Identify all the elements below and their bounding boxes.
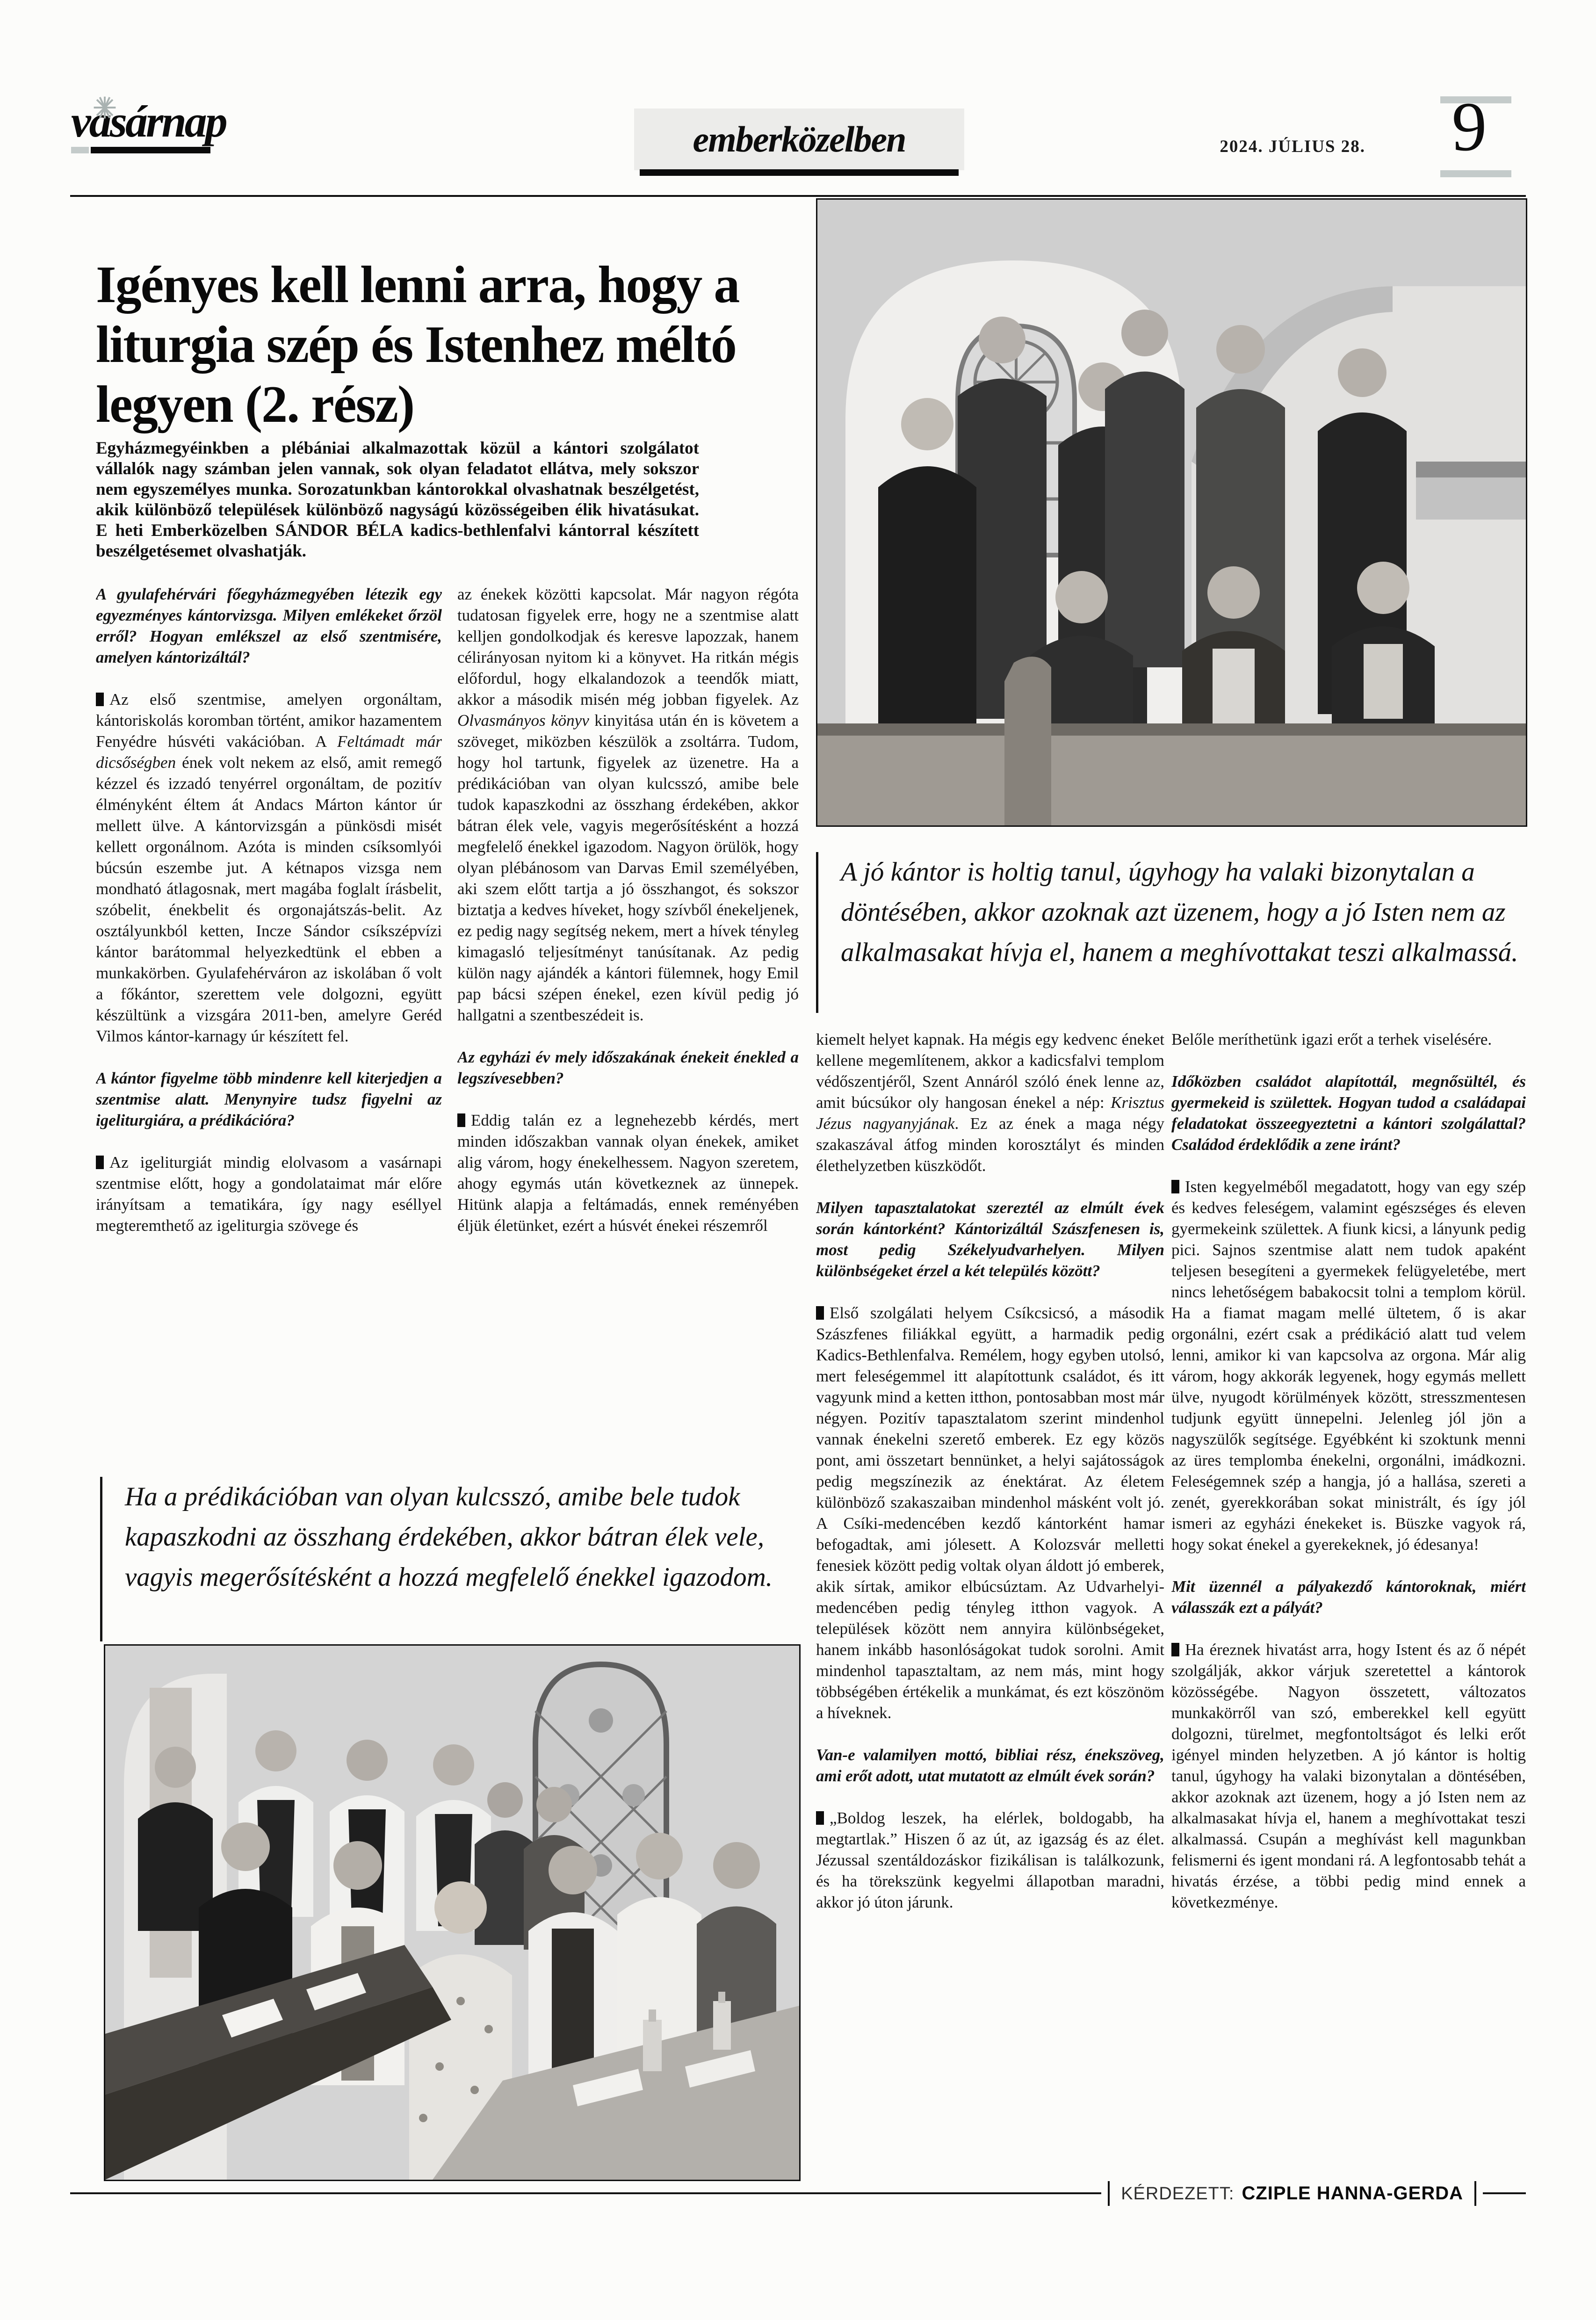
article-paragraph: Isten kegyelméből megadatott, hogy van egy szép és kedves feleségem, valamint egészséges és eleven gyermekeink születtek. A fiunk kicsi, a lányunk pedig pici. Sajnos szentmise alatt nem tudok apaként teljesen besegíteni a gyermekek felügyeletébe, mert nincs lehetőségem babakocsit tolni a templom körül. Ha a fiamat magam mellé ültetem, ő is akar orgonálni, ezért csak a prédikáció alatt tud velem lenni, amikor ki van kapcsolva az orgona. Már alig várom, hogy akkorák legyenek, hogy egymás mellett ülve, nyugodt körülmények között, stresszmentesen tudjunk együtt ünnepelni. Jelenleg jól jön a nagyszülők segítsége. Egyébként ki szoktunk menni az üres templomba énekelni, orgonálni, imádkozni. Feleségemnek szép a hangja, jó a hallása, szereti a zenét, gyerekkorában sokat ministrált, és így jól ismeri az egyházi énekeket is. Büszke vagyok rá, hogy sokat énekel a gyerekeknek, jó édesanya! — [1171, 1178, 1526, 1554]
masthead-logo — [71, 96, 267, 153]
top-photo — [816, 198, 1527, 827]
answer-marker — [96, 693, 104, 706]
interview-question: A gyulafehérvári főegyházmegyében létezik egy egyezményes kántorvizsga. Milyen emlékeket őrzöl erről? Hogyan emlékszel az első szentmisére, amelyen kántorizáltál? — [96, 585, 442, 666]
answer-marker — [96, 1156, 104, 1169]
logo-star-icon — [93, 95, 117, 120]
interview-question: Az egyházi év mely időszakának énekeit énekled a legszívesebben? — [457, 1048, 799, 1087]
pull-quote-right — [816, 852, 1522, 1013]
answer-marker — [816, 1306, 824, 1320]
logo-wordmark: vasárnap — [71, 96, 226, 146]
interview-question: Milyen tapasztalatokat szereztél az elmúlt évek során kántorként? Kántorizáltál Szászfenesen is, most pedig Székelyudvarhelyen. Milyen különbségeket érzel a két település között? — [816, 1199, 1164, 1280]
byline-label: KÉRDEZETT: — [1121, 2183, 1235, 2204]
byline-name: CZIPLE HANNA-GERDA — [1242, 2183, 1463, 2204]
issue-date: 2024. JÚLIUS 28. — [1220, 137, 1365, 156]
footer-byline — [1108, 2181, 1476, 2206]
logo-underline — [71, 147, 267, 153]
article-lead: Egyházmegyéinkben a plébániai alkalmazottak közül a kántori szolgálatot vállalók nagy számban jelen vannak, sok olyan feladatot ellátva, mely sokszor nem egyszemélyes munka. Sorozatunkban kántorokkal olvashatnak beszélgetést, akik különböző települések különböző nagyságú közösségeiben élik hivatásukat. E heti Emberközelben SÁNDOR BÉLA kadics-bethlenfalvi kántorral készített beszélgetésemet olvashatják. — [96, 439, 699, 561]
pull-quote-left — [100, 1477, 792, 1641]
article-paragraph: Eddig talán ez a legnehezebb kérdés, mert minden időszakban vannak olyan énekek, amiket alig várom, hogy énekelhessem. Nagyon szeretem, ahogy egymás után következnek az ünnepek. Hitünk alapja a feltámadás, ennek reményében éljük életünket, ezért a húsvét énekei részemről — [457, 1111, 799, 1235]
section-title: emberközelben — [693, 119, 906, 159]
section-badge — [634, 108, 964, 170]
article-title: Igényes kell lenni arra, hogy a liturgia szép és Istenhez méltó legyen (2. rész) — [96, 256, 739, 434]
article-paragraph: kiemelt helyet kapnak. Ha mégis egy kedvenc éneket kellene megemlítenem, akkor a kadicsfalvi templom védőszentjéről, Szent Annáról szóló ének lenne az, amit búcsúkor oly hangosan énekel a nép: Krisztus Jézus nagyanyjának. Ez az ének a maga négy szakaszával átfog minden korosztályt és minden élethelyzetben küszködőt. — [816, 1030, 1164, 1175]
article-paragraph: „Boldog leszek, ha elérlek, boldogabb, ha megtartlak.” Hiszen ő az út, az igazság és az élet. Jézussal szentáldozáskor fizikálisan is találkozunk, és ha törekszünk kegyelmi állapotban maradni, akkor jó úton járunk. — [816, 1809, 1164, 1911]
bottom-photo — [104, 1644, 801, 2181]
church-choir-photo — [105, 1646, 799, 2180]
article-paragraph: Az igeliturgiát mindig elolvasom a vasárnapi szentmise előtt, hogy a gondolataimat már előre irányítsam a tematikára, így nagy eséllyel megteremthető az igeliturgia szövege és — [96, 1153, 442, 1235]
interview-question: Van-e valamilyen mottó, bibliai rész, énekszöveg, ami erőt adott, utat mutatott az elmúlt évek során? — [816, 1746, 1164, 1785]
article-footer — [70, 2180, 1526, 2206]
interview-question: Időközben családot alapítottál, megnősültél, és gyermekeid is születtek. Hogyan tudod a családapai feladatokat összeegyeztetni a kántori szolgálattal? Családod érdeklődik a zene iránt? — [1171, 1072, 1526, 1154]
header-rule — [70, 195, 1526, 197]
section-underline — [640, 169, 959, 176]
text-column-2 — [457, 584, 799, 1452]
footer-rule-left — [70, 2192, 1101, 2194]
church-mens-group-photo — [817, 200, 1526, 825]
corner-bar-bottom — [1440, 170, 1511, 177]
pull-quote-text: A jó kántor is holtig tanul, úgyhogy ha valaki bizonytalan a döntésében, akkor azoknak azt üzenem, hogy a jó Isten nem az alkalmasakat hívja el, hanem a meghívottakat teszi alkalmassá. — [841, 857, 1518, 967]
answer-marker — [1171, 1643, 1179, 1656]
pull-quote-text: Ha a prédikációban van olyan kulcsszó, amibe bele tudok kapaszkodni az összhang érdekében, akkor bátran élek vele, vagyis megerősítésként a hozzá megfelelő énekkel igazodom. — [125, 1482, 773, 1592]
article-paragraph: Belőle meríthetünk igazi erőt a terhek viselésére. — [1171, 1030, 1492, 1048]
answer-marker — [1171, 1180, 1179, 1193]
article-paragraph: Az első szentmise, amelyen orgonáltam, kántoriskolás koromban történt, amikor hazamentem Fenyédre húsvéti vakációban. A Feltámadt már dicsőségben ének volt nekem az első, amit remegő kézzel és izzadó tenyérrel orgonáltam, de pozitív élményként éltem át Andacs Márton kántor úr mellett ülve. A kántorvizsgán a pünkösdi misét kellett orgonálnom. Azóta is minden csíksomlyói búcsún eszembe jut. A kétnapos vizsga nem mondható átlagosnak, mert magába foglalt írásbelit, szóbelit, énekbelit és orgonajátszás-belit. Az osztályunkból ketten, Incze Sándor csíkszépvízi kántor barátommal helyezkedtünk el ebben a munkakörben. Gyulafehérváron az iskolában ő volt a főkántor, szerettem vele dolgozni, együtt készültünk a vizsgára 2011-ben, amelyre Geréd Vilmos kántor-karnagy úr készített fel. — [96, 690, 442, 1045]
answer-marker — [816, 1811, 824, 1825]
interview-question: A kántor figyelme több mindenre kell kiterjedjen a szentmise alatt. Menynyire tudsz figyelni az igeliturgiára, a prédikációra? — [96, 1069, 442, 1129]
article-paragraph: az énekek közötti kapcsolat. Már nagyon régóta tudatosan figyelek erre, hogy ne a szentmise alatt kelljen gondolkodjak és keresve lapozzak, hanem célirányosan nyitom ki a könyvet. Ha ritkán mégis előfordul, hogy elkalandozok a teendők miatt, akkor a második misén még jobban figyelek. Az Olvasmányos könyv kinyitása után én is követem a szöveget, miközben készülök a zsoltárra. Tudom, hogy hol tartunk, figyelek az üzenetre. Ha a prédikációban van olyan kulcsszó, amibe bele tudok kapaszkodni az összhang érdekében, akkor bátran élek vele, vagyis megerősítésként a hozzá megfelelő énekkel igazodom. Nagyon örülök, hogy olyan plébánosom van Darvas Emil személyében, aki szem előtt tartja a jó összhangot, és sokszor biztatja a kedves híveket, hogy szívből énekeljenek, ez pedig nagy segítség nekem, mert a hívek tényleg kimagasló teljesítményt tanúsítanak. Az pedig külön nagy ajándék a kántori fülemnek, hogy Emil pap bácsi szépen énekel, ezen kívül pedig jó hallgatni a szentbeszédeit is. — [457, 585, 799, 1024]
article-paragraph: Ha éreznek hivatást arra, hogy Istent és az ő népét szolgálják, akkor várjuk szeretettel a kántorok közösségébe. Nagyon összetett, változatos munkakörről van szó, emberekkel kell együtt dolgozni, türelmet, megfontoltságot és lelki erőt igényel minden helyzetben. A jó kántor is holtig tanul, úgyhogy ha valaki bizonytalan a döntésében, akkor azoknak azt üzenem, hogy a jó Isten nem az alkalmasakat hívja el, hanem a meghívottakat teszi alkalmassá. Csupán a meghívást kell magunkban felismerni és igent mondani rá. A legfontosabb tehát a hivatás érzése, a többi pedig mind ennek a következménye. — [1171, 1641, 1526, 1911]
interview-question: Mit üzennél a pályakezdő kántoroknak, miért válasszák ezt a pályát? — [1171, 1577, 1526, 1617]
text-column-4 — [1171, 1029, 1526, 2175]
answer-marker — [457, 1113, 465, 1127]
footer-rule-right — [1483, 2192, 1526, 2194]
text-column-3 — [816, 1029, 1164, 2175]
page-number: 9 — [1452, 88, 1487, 166]
text-column-1 — [96, 584, 442, 1452]
article-paragraph: Első szolgálati helyem Csíkcsicsó, a második Szászfenes filiákkal együtt, a harmadik pedig Kadics-Bethlenfalva. Remélem, hogy egyben utolsó, mert feleségemmel itt alapítottunk családot, és itt vagyunk mind a ketten itthon, pontosabban most már négyen. Pozitív tapasztalatom szerint mindenhol vannak énekelni szerető emberek. Ez egy közös pont, ami összetart bennünket, a helyi sajátosságok pedig megszínezik az énektárat. Az életem különböző szakaszaiban mindenhol másként volt jó. A Csíki-medencében kezdő kántorként hamar befogadtak, ami jólesett. A Kolozsvár melletti fenesiek között pedig voltak olyan áldott jó emberek, akik sírtak, amikor elbúcsúztam. Az Udvarhelyi-medencében pedig tényleg itthon vagyok. A települések között nem annyira különbségeket, hanem inkább hasonlóságokat tudok sorolni. Amit mindenhol tapasztaltam, az nem más, mint hogy többségében értékelik a munkámat, és ezt köszönöm a híveknek. — [816, 1304, 1164, 1722]
